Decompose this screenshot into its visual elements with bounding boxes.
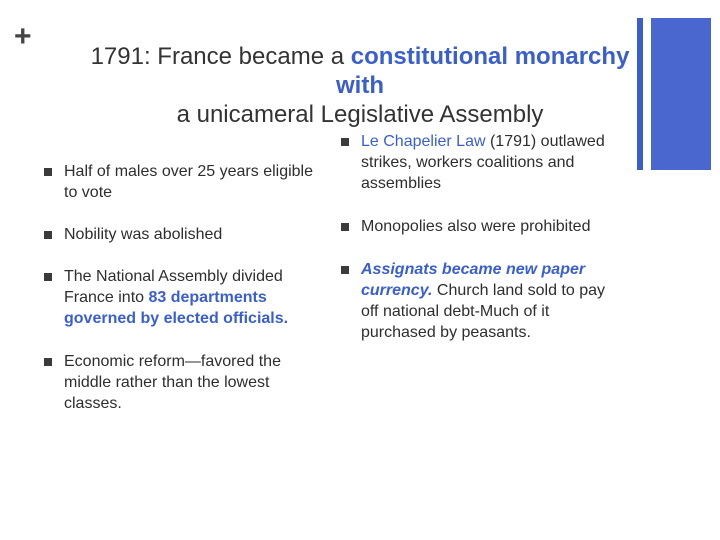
- accent-bar-thick: [651, 18, 711, 170]
- bullet-text: Monopolies also were prohibited: [361, 218, 591, 235]
- bullet-icon: [44, 273, 52, 281]
- bullet-text-highlight: Assignats became new paper currency.: [361, 261, 586, 299]
- bullet-text-plain: (1791) outlawed strikes, workers coalitions and assemblies: [361, 133, 605, 192]
- title-highlight: constitutional monarchy: [350, 43, 630, 70]
- bullet-text: Half of males over 25 years eligible to vote: [64, 163, 314, 201]
- bullet-icon: [341, 266, 349, 274]
- slide-title: [60, 42, 660, 129]
- title-text: 1791: France became a: [90, 43, 351, 70]
- bullet-icon: [44, 358, 52, 366]
- plus-icon: +: [14, 20, 32, 53]
- bullet-text-highlight: 83 departments governed by elected officials.: [64, 289, 289, 327]
- bullet-text: Economic reform—favored the middle rather than the lowest classes.: [64, 353, 281, 412]
- bullet-text: [361, 131, 616, 194]
- bullet-text-plain: The National Assembly divided France into: [64, 268, 283, 306]
- bullet-text: [361, 259, 619, 343]
- bullet-icon: [341, 138, 349, 146]
- bullet-text-plain: Church land sold to pay off national debt-Much of it purchased by peasants.: [361, 282, 605, 341]
- bullet-icon: [44, 168, 52, 176]
- bullet-icon: [341, 223, 349, 231]
- bullet-icon: [44, 231, 52, 239]
- bullet-text: Nobility was abolished: [64, 226, 223, 243]
- title-line2: with: [336, 72, 384, 99]
- bullet-text: [64, 266, 326, 329]
- title-line3: a unicameral Legislative Assembly: [176, 101, 544, 128]
- bullet-text-highlight: Le Chapelier Law: [361, 133, 486, 150]
